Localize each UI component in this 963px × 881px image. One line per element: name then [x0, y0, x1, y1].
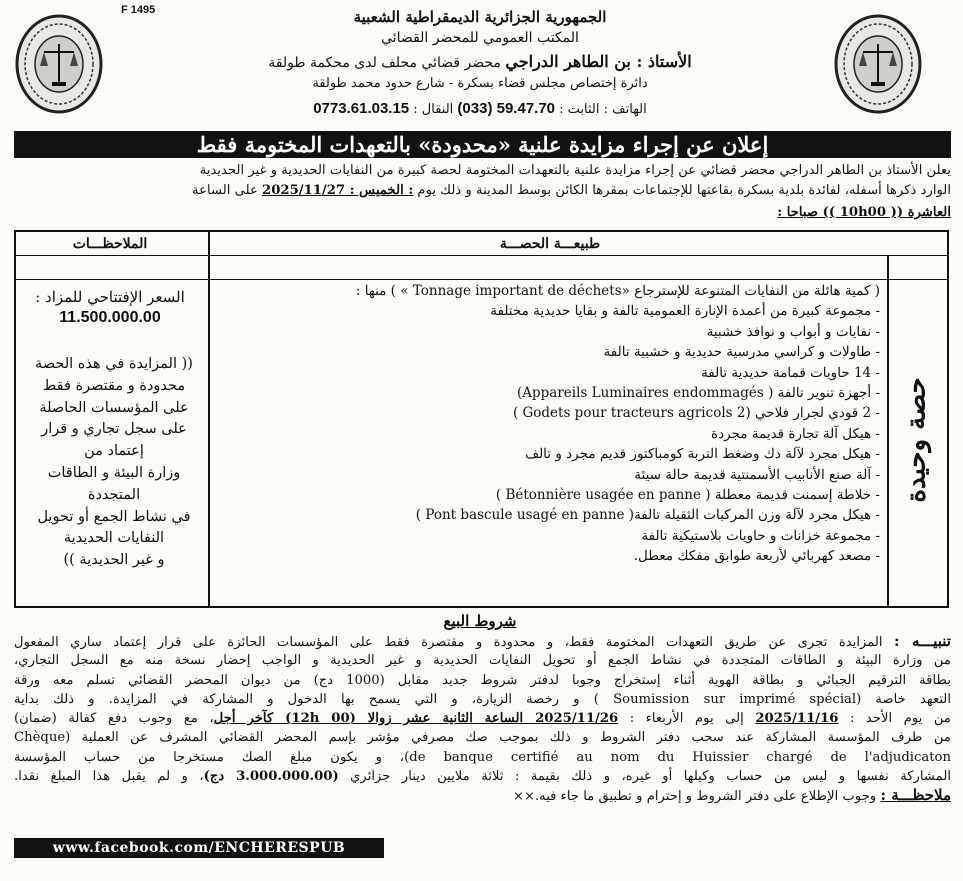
- remark-line: و غير الحديدية )): [63, 552, 165, 569]
- conditions-line: من طرف المؤسسة المشاركة عند سحب دفتر الشروط و ذلك بموجب صك مصرفي مؤشر بإسم المحضر القضائي المشرف عن العملية (Chèque: [14, 730, 951, 746]
- table-header-rule-2: [14, 279, 949, 280]
- list-item: - خلاطة إسمنت قديمة معطلة ( Bétonnière usagée en panne ): [495, 486, 880, 503]
- announcement-title: إعلان عن إجراء مزايدة علنية «محدودة» بالتعهدات المختومة فقط: [14, 131, 951, 158]
- table-header-rule: [14, 255, 949, 256]
- seal-left: [14, 12, 104, 116]
- reference-code: F 1495: [121, 4, 156, 16]
- bailiff-role: محضر قضائي محلف لدى محكمة طولقة: [268, 55, 506, 71]
- conditions-line: من يوم الأحد : 2025/11/16 إلى يوم الأربعاء : 2025/11/26 الساعة الثانية عشر زوالا (12h 00) كآخر أجل، مع وجوب دفع كفالة (ضمان): [14, 711, 951, 727]
- conditions-line: المشاركة نفسها و ليس من حساب وكيلها أو غيره، و ذلك بقيمة : ثلاثة ملايين دينار جزائري (3.000.000.00 دج)، و لم يقبل هذا المبلغ نقدا.: [14, 769, 952, 785]
- facebook-link[interactable]: www.facebook.com/ENCHERESPUB: [14, 838, 384, 858]
- conditions-line: ملاحظـــة : وجوب الإطلاع على دفتر الشروط و إحترام و تطبيق ما جاء فيه.××: [512, 786, 951, 805]
- list-item: - هيكل مجرد لآلة وزن المركبات الثقيلة تالفة( Pont bascule usagé en panne ): [415, 507, 880, 524]
- col-header-lot: طبيعـــة الحصـــة: [499, 236, 601, 252]
- list-item: - طاولات و كراسي مدرسية حديدية و خشبية تالفة: [603, 344, 880, 361]
- official-seal-icon: [833, 12, 923, 116]
- remark-line: إعتماد من: [84, 443, 144, 460]
- phone-mobile: 0773.61.03.15: [313, 100, 410, 117]
- list-item: ( كمية هائلة من النفايات المتنوعة للإسترجاع «Tonnage important de déchets » ) منها :: [355, 283, 880, 299]
- intro-venue: الوارد ذكرها أسفله، لفائدة بلدية بسكرة بقاعتها للإجتماعات بمقرها الكائن بوسط المدينة و ذلك يوم: [417, 183, 951, 198]
- conditions-line: تنبيـــه : المزايدة تجرى عن طريق التعهدات المختومة فقط، و محدودة و مقتصرة فقط على المؤسسات الحائزة على قرار إعتماد ساري المفعول: [14, 632, 951, 650]
- start-date: 2025/11/16: [755, 711, 839, 727]
- auction-date: : الخميس : 2025/11/27: [262, 183, 414, 198]
- phone-line: [200, 100, 760, 117]
- bailiff-name: الأستاذ : بن الطاهر الدراجي: [505, 52, 692, 71]
- list-item: - هيكل مجرد لآلة دك وضغط التربة كومباكتور قديم مجرد و تالف: [525, 446, 880, 463]
- remark-line: محدودة و مقتصرة فقط: [42, 377, 186, 394]
- conditions-line: التعهد خاصة (Soumission sur imprimé spécial ) و رخصة الزيارة، و التي يسمح بها الدخول و المشاركة في المزايدة. و ذلك بداية: [14, 691, 951, 707]
- intro-time-lead: على الساعة: [192, 183, 263, 198]
- remark-line: النفايات الحديدية: [63, 530, 165, 547]
- remark-line: على سجل تجاري و قرار: [41, 421, 187, 438]
- seal-right: [833, 12, 923, 116]
- list-item: - مصعد كهربائي لأربعة طوابق مفكك معطل.: [633, 548, 880, 565]
- intro-line-3: [14, 202, 951, 223]
- list-item: - 2 قودي لجرار فلاحي (2 Godets pour tracteurs agricols ): [512, 405, 880, 422]
- auction-time: العاشرة (( 10h00 )) صباحا :: [777, 205, 951, 220]
- list-item: - هيكل آلة تجارة قديمة مجردة: [711, 425, 880, 442]
- remark-line: وزارة البيئة و الطاقات: [47, 464, 181, 481]
- intro-line-2: [14, 180, 951, 201]
- opening-price-value: 11.500.000.00: [59, 309, 161, 326]
- remark-line: المتجددة: [87, 486, 141, 503]
- conditions-title: شروط البيع: [443, 612, 517, 630]
- opening-price-label: السعر الإفتتاحي للمزاد :: [35, 288, 185, 306]
- col-header-notes: الملاحظـــات: [72, 236, 148, 252]
- conditions-line: من وزارة البيئة و الطاقات المتجددة في نشاط الجمع أو تحويل النفايات الحديدية و غير الحديدية و الواجب إحضار نسخة منه مع السجل التجاري،: [14, 653, 951, 669]
- table-divider-side: [887, 255, 889, 608]
- remark-line: (( المزايدة في هذه الحصة: [35, 356, 193, 372]
- office-name: المكتب العمومي للمحضر القضائي: [381, 30, 579, 46]
- official-seal-icon: [14, 12, 104, 116]
- note-label: تنبيـــه :: [894, 632, 951, 650]
- conditions-line: de banque certifié au nom du Huissier chargé de l'adjudicaton)، و يكون مبلغ الصك مستخرجا من حساب المؤسسة: [14, 749, 951, 765]
- deadline: 2025/11/26 الساعة الثانية عشر زوالا (12h 00) كآخر أجل: [213, 711, 619, 727]
- conditions-line: بطاقة الترقيم الجبائي و بطاقة الهوية أثناء إستخراج وجوبا لدفتر شروط جديد مقابل (1000 دج) من ديوان المحضر القضائي تسلم معه ورقة: [14, 672, 951, 688]
- conditions-body: [14, 632, 951, 806]
- remark-line: على المؤسسات الحاصلة: [39, 399, 189, 416]
- phone-label: الهاتف : الثابت :: [559, 102, 647, 117]
- bailiff-line: [200, 52, 760, 71]
- list-item: - 14 حاويات قمامة حديدية تالفة: [701, 364, 880, 381]
- republic-name: الجمهورية الجزائرية الديمقراطية الشعبية: [353, 8, 607, 26]
- list-item: - مجموعة كبيرة من أعمدة الإنارة العمومية تالفة و بقايا حديدية مختلفة: [490, 303, 880, 320]
- list-item: - آلة صنع الأنابيب الأسمنتية قديمة حالة سيئة: [634, 466, 880, 483]
- list-item: - أجهزة تنوير تالفة ( Appareils Luminaires endommagés): [516, 384, 880, 401]
- list-item: - مجموعة خزانات و حاويات بلاستيكية تالفة: [641, 527, 880, 544]
- deposit-amount: (3.000.000.00 دج): [203, 769, 339, 785]
- list-item: - نفايات و أبواب و نوافذ خشبية: [706, 323, 880, 340]
- remark-label: ملاحظـــة :: [880, 786, 951, 805]
- single-lot-label: حصة وحيدة: [902, 377, 933, 503]
- remark-line: في نشاط الجمع أو تحويل: [37, 508, 191, 525]
- lot-items: [180, 281, 880, 566]
- phone-fixed: 59.47.70 (033): [457, 100, 556, 117]
- mobile-label: النقال :: [413, 102, 458, 117]
- lot-remark: [26, 354, 202, 572]
- intro-line-1: يعلن الأستاذ بن الطاهر الدراجي محضر قضائي عن إجراء مزايدة علنية بالتعهدات المختومة لحصة كبيرة من النفايات الحديدية و غير الحديدية: [199, 163, 951, 178]
- office-address: دائرة إختصاص مجلس قضاء بسكرة - شارع حدود محمد طولقة: [312, 76, 648, 91]
